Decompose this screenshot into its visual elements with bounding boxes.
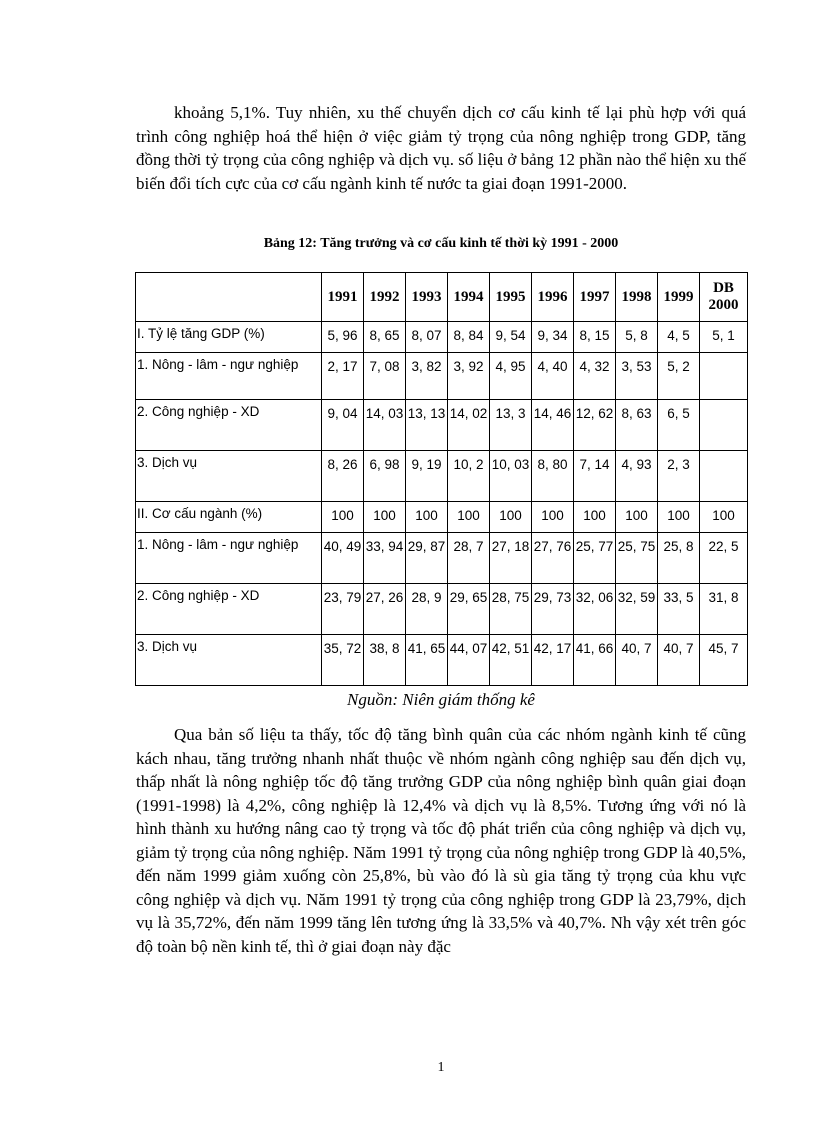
value-cell: 9, 19	[406, 451, 448, 502]
value-cell: 100	[700, 502, 748, 533]
value-cell: 28, 9	[406, 584, 448, 635]
row-label: 3. Dịch vụ	[136, 635, 322, 686]
value-cell: 8, 07	[406, 322, 448, 353]
value-cell: 29, 65	[448, 584, 490, 635]
page-number: 1	[437, 1060, 445, 1075]
value-cell: 42, 51	[490, 635, 532, 686]
row-label: 3. Dịch vụ	[136, 451, 322, 502]
table-row	[136, 353, 748, 400]
value-cell: 38, 8	[364, 635, 406, 686]
header-blank-cell	[136, 273, 322, 322]
value-cell: 33, 94	[364, 533, 406, 584]
value-cell: 4, 32	[574, 353, 616, 400]
value-cell: 25, 8	[658, 533, 700, 584]
value-cell: 28, 7	[448, 533, 490, 584]
table-row	[136, 533, 748, 584]
value-cell: 3, 82	[406, 353, 448, 400]
value-cell: 9, 34	[532, 322, 574, 353]
value-cell: 100	[616, 502, 658, 533]
header-year-cell: 1997	[574, 273, 616, 322]
value-cell: 40, 7	[616, 635, 658, 686]
intro-paragraph	[136, 101, 746, 195]
value-cell: 100	[448, 502, 490, 533]
value-cell: 7, 14	[574, 451, 616, 502]
value-cell: 4, 95	[490, 353, 532, 400]
table-header-row	[136, 273, 748, 322]
value-cell: 29, 87	[406, 533, 448, 584]
value-cell: 9, 54	[490, 322, 532, 353]
value-cell: 100	[658, 502, 700, 533]
value-cell: 100	[490, 502, 532, 533]
value-cell: 5, 1	[700, 322, 748, 353]
value-cell: 12, 62	[574, 400, 616, 451]
value-cell: 100	[364, 502, 406, 533]
value-cell: 8, 84	[448, 322, 490, 353]
value-cell: 32, 59	[616, 584, 658, 635]
value-cell	[700, 400, 748, 451]
economic-growth-table	[135, 272, 748, 686]
table-row	[136, 502, 748, 533]
value-cell: 13, 13	[406, 400, 448, 451]
value-cell: 14, 46	[532, 400, 574, 451]
value-cell: 42, 17	[532, 635, 574, 686]
value-cell: 100	[532, 502, 574, 533]
value-cell: 6, 5	[658, 400, 700, 451]
value-cell: 9, 04	[322, 400, 364, 451]
intro-text: khoảng 5,1%. Tuy nhiên, xu thế chuyển dịch cơ cấu kinh tế lại phù hợp với quá trình công nghiệp hoá thể hiện ở việc giảm tỷ trọng của nông nghiệp trong GDP, tăng đồng thời tỷ trọng của công nghiệp và dịch vụ. số liệu ở bảng 12 phần nào thể hiện xu thế biến đổi tích cực của cơ cấu ngành kinh tế nước ta giai đoạn 1991-2000.	[136, 103, 746, 193]
row-label: 1. Nông - lâm - ngư nghiệp	[136, 533, 322, 584]
row-label: 2. Công nghiệp - XD	[136, 584, 322, 635]
value-cell: 40, 7	[658, 635, 700, 686]
value-cell: 100	[322, 502, 364, 533]
row-label: II. Cơ cấu ngành (%)	[136, 502, 322, 533]
value-cell: 3, 92	[448, 353, 490, 400]
table-row	[136, 451, 748, 502]
analysis-paragraph	[136, 723, 746, 958]
value-cell: 10, 03	[490, 451, 532, 502]
table-row	[136, 400, 748, 451]
table-row	[136, 584, 748, 635]
value-cell: 3, 53	[616, 353, 658, 400]
value-cell: 14, 03	[364, 400, 406, 451]
header-year-cell: 1993	[406, 273, 448, 322]
value-cell: 8, 26	[322, 451, 364, 502]
value-cell: 5, 2	[658, 353, 700, 400]
value-cell: 44, 07	[448, 635, 490, 686]
value-cell: 5, 8	[616, 322, 658, 353]
analysis-text: Qua bản số liệu ta thấy, tốc độ tăng bình quân của các nhóm ngành kinh tế cũng kách nhau, tăng trưởng nhanh nhất thuộc về nhóm ngành công nghiệp sau đến dịch vụ, thấp nhất là nông nghiệp tốc độ tăng trưởng GDP của nông nghiệp bình quân giai đoạn (1991-1998) là 4,2%, công nghiệp là 12,4% và dịch vụ là 8,5%. Tương ứng với nó là hình thành xu hướng nâng cao tỷ trọng và tốc độ phát triển của công nghiệp và dịch vụ, giảm tỷ trọng của nông nghiệp. Năm 1991 tỷ trọng của nông nghiệp trong GDP là 40,5%, đến năm 1999 giảm xuống còn 25,8%, bù vào đó là sù gia tăng tỷ trọng của khu vực công nghiệp và dịch vụ. Năm 1991 tỷ trọng của công nghiệp trong GDP là 23,79%, dịch vụ là 35,72%, đến năm 1999 tăng lên tương ứng là 33,5% và 40,7%. Nh vậy xét trên góc độ toàn bộ nền kinh tế, thì ở giai đoạn này đặc	[136, 725, 746, 956]
value-cell: 27, 76	[532, 533, 574, 584]
value-cell: 28, 75	[490, 584, 532, 635]
table-row	[136, 322, 748, 353]
value-cell: 6, 98	[364, 451, 406, 502]
value-cell: 41, 66	[574, 635, 616, 686]
value-cell: 14, 02	[448, 400, 490, 451]
header-year-cell: DB 2000	[700, 273, 748, 322]
value-cell	[700, 451, 748, 502]
value-cell: 35, 72	[322, 635, 364, 686]
header-year-cell: 1999	[658, 273, 700, 322]
value-cell: 10, 2	[448, 451, 490, 502]
value-cell: 2, 17	[322, 353, 364, 400]
header-year-cell: 1996	[532, 273, 574, 322]
value-cell: 4, 93	[616, 451, 658, 502]
value-cell: 4, 5	[658, 322, 700, 353]
row-label: I. Tỷ lệ tăng GDP (%)	[136, 322, 322, 353]
value-cell: 25, 77	[574, 533, 616, 584]
table-source: Nguồn: Niên giám thống kê	[347, 690, 535, 709]
header-year-cell: 1994	[448, 273, 490, 322]
value-cell: 22, 5	[700, 533, 748, 584]
value-cell: 4, 40	[532, 353, 574, 400]
value-cell: 45, 7	[700, 635, 748, 686]
value-cell: 27, 26	[364, 584, 406, 635]
value-cell: 100	[406, 502, 448, 533]
value-cell: 25, 75	[616, 533, 658, 584]
value-cell: 31, 8	[700, 584, 748, 635]
value-cell: 8, 63	[616, 400, 658, 451]
table-row	[136, 635, 748, 686]
value-cell: 100	[574, 502, 616, 533]
value-cell	[700, 353, 748, 400]
value-cell: 5, 96	[322, 322, 364, 353]
value-cell: 13, 3	[490, 400, 532, 451]
value-cell: 33, 5	[658, 584, 700, 635]
value-cell: 23, 79	[322, 584, 364, 635]
value-cell: 8, 80	[532, 451, 574, 502]
header-year-cell: 1998	[616, 273, 658, 322]
value-cell: 7, 08	[364, 353, 406, 400]
value-cell: 41, 65	[406, 635, 448, 686]
value-cell: 8, 15	[574, 322, 616, 353]
header-year-cell: 1995	[490, 273, 532, 322]
value-cell: 29, 73	[532, 584, 574, 635]
row-label: 1. Nông - lâm - ngư nghiệp	[136, 353, 322, 400]
table-caption: Bảng 12: Tăng trưởng và cơ cấu kinh tế thời kỳ 1991 - 2000	[263, 236, 619, 251]
row-label: 2. Công nghiệp - XD	[136, 400, 322, 451]
header-year-cell: 1992	[364, 273, 406, 322]
header-year-cell: 1991	[322, 273, 364, 322]
value-cell: 27, 18	[490, 533, 532, 584]
value-cell: 2, 3	[658, 451, 700, 502]
value-cell: 32, 06	[574, 584, 616, 635]
value-cell: 40, 49	[322, 533, 364, 584]
value-cell: 8, 65	[364, 322, 406, 353]
